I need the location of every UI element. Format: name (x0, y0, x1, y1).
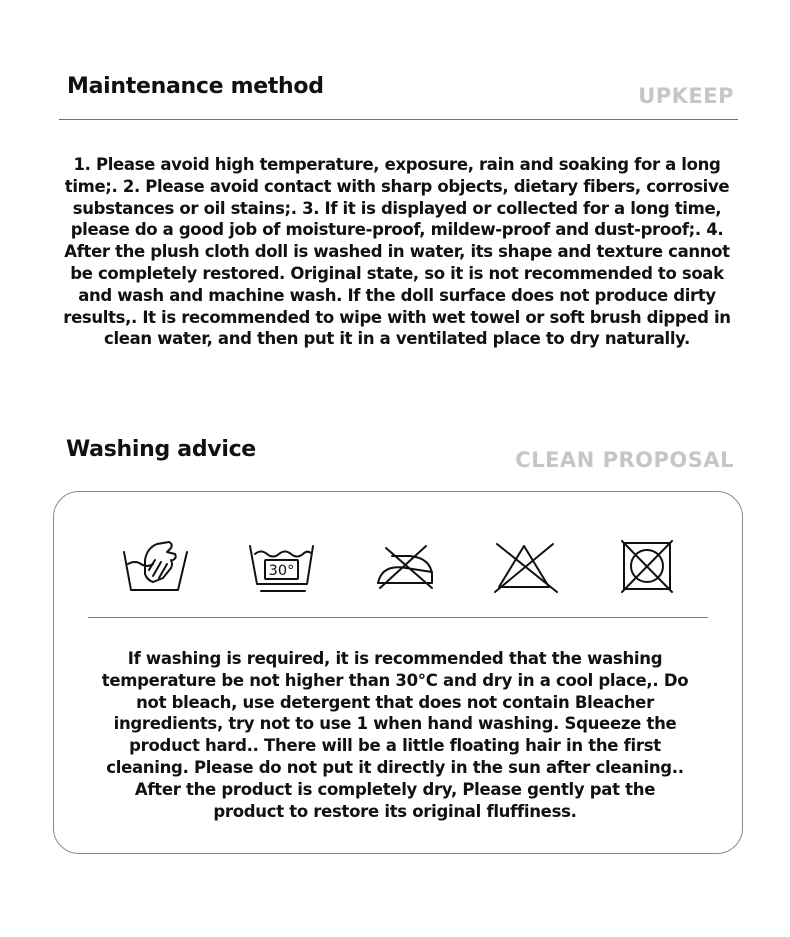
wash-30-icon (249, 540, 319, 594)
maintenance-divider (59, 119, 738, 120)
do-not-tumble-dry-icon (614, 540, 684, 594)
maintenance-subtitle: UPKEEP (638, 84, 734, 108)
do-not-iron-icon (376, 540, 446, 594)
washing-title: Washing advice (66, 437, 256, 462)
wash-temp-label: 30° (268, 563, 295, 579)
hand-wash-icon (121, 540, 191, 594)
maintenance-text: 1. Please avoid high temperature, exposure, rain and soaking for a long time;. 2. Please avoid contact with sharp objects, dietary fibers, corrosive substances or oil stains;. 3. If it is displayed or collected for a long time, please do a good job of moisture-proof, mildew-proof and dust-proof;. 4. After the plush cloth doll is washed in water, its shape and texture cannot be completely restored. Original state, so it is not recommended to soak and wash and machine wash. If the doll surface does not produce dirty results,. It is recommended to wipe with wet towel or soft brush dipped in clean water, and then put it in a ventilated place to dry naturally. (63, 155, 731, 349)
washing-divider (88, 617, 708, 618)
washing-subtitle: CLEAN PROPOSAL (515, 448, 734, 472)
do-not-bleach-icon (493, 540, 563, 594)
maintenance-title: Maintenance method (67, 74, 324, 99)
washing-text: If washing is required, it is recommended that the washing temperature be not higher than 30°C and dry in a cool place,. Do not bleach, use detergent that does not contain Bleacher ingredients, try not to use 1 when hand washing. Squeeze the product hard.. There will be a little floating hair in the first cleaning. Please do not put it directly in the sun after cleaning.. After the product is completely dry, Please gently pat the product to restore its original fluffiness. (101, 649, 689, 821)
